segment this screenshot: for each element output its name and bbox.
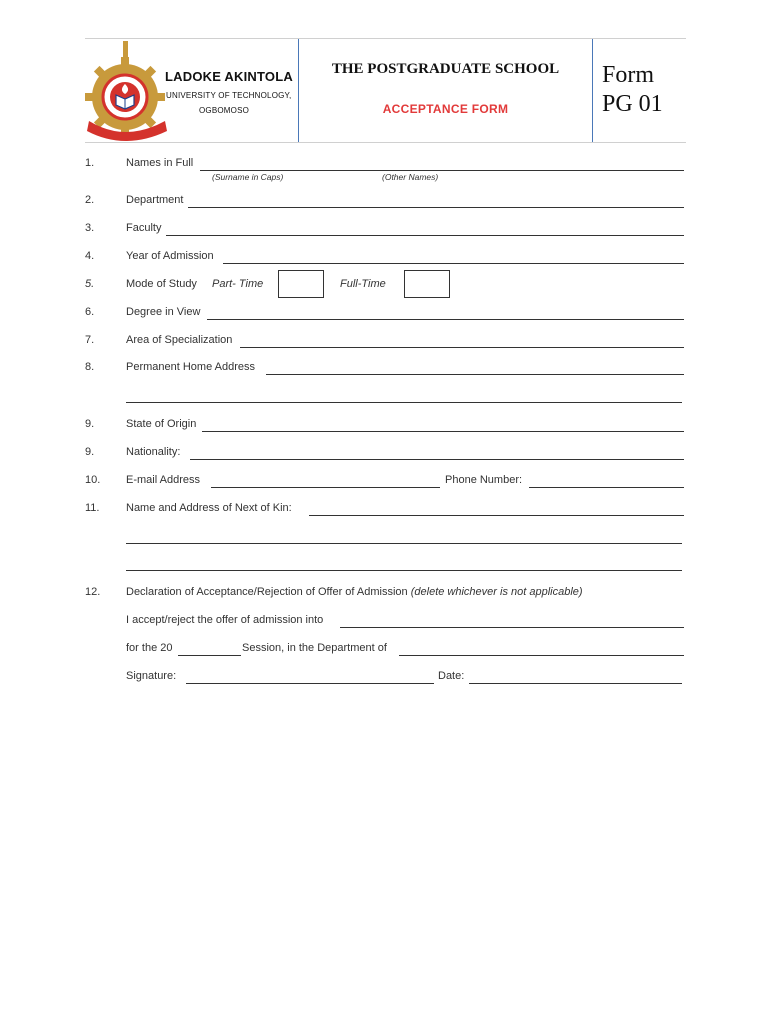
programme-input-line[interactable] [340, 627, 684, 628]
field-number: 7. [85, 334, 95, 346]
declaration-line-session [0, 642, 770, 658]
field-label: State of Origin [126, 418, 197, 430]
session-department-text: Session, in the Department of [242, 642, 387, 654]
date-label: Date: [438, 670, 465, 682]
field-declaration [0, 586, 770, 602]
nationality-input-line[interactable] [190, 459, 684, 460]
field-label: Permanent Home Address [126, 361, 256, 373]
email-input-line[interactable] [211, 487, 440, 488]
declaration-line-signature [0, 670, 770, 686]
form-header [85, 38, 686, 143]
university-crest-icon [85, 39, 175, 142]
school-title: THE POSTGRADUATE SCHOOL [331, 61, 560, 77]
full-time-checkbox[interactable] [404, 270, 450, 298]
field-number: 1. [85, 157, 95, 169]
field-faculty [0, 222, 770, 238]
field-email-and-phone [0, 474, 770, 490]
year-input-line[interactable] [223, 263, 684, 264]
next-of-kin-input-line[interactable] [309, 515, 684, 516]
field-number: 2. [85, 194, 95, 206]
form-code-line1: Form [602, 62, 655, 88]
field-number: 6. [85, 306, 95, 318]
field-label: Area of Specialization [126, 334, 233, 346]
declaration-title: Declaration of Acceptance/Rejection of Offer of Admission [126, 586, 408, 598]
signature-input-line[interactable] [186, 683, 434, 684]
field-permanent-home-address [0, 361, 770, 377]
field-next-of-kin [0, 502, 770, 518]
department-input-line[interactable] [188, 207, 684, 208]
address-input-line[interactable] [266, 374, 684, 375]
university-logo-block [85, 39, 298, 142]
accept-reject-text: I accept/reject the offer of admission into [126, 614, 324, 626]
field-mode-of-study [0, 278, 770, 294]
field-names-in-full [0, 157, 770, 173]
field-label: Names in Full [126, 157, 194, 169]
header-divider [298, 39, 299, 142]
signature-label: Signature: [126, 670, 177, 682]
field-state-of-origin [0, 418, 770, 434]
field-department [0, 194, 770, 210]
phone-label: Phone Number: [445, 474, 523, 486]
part-time-label: Part- Time [212, 278, 264, 290]
declaration-heading [126, 586, 583, 598]
field-number: 5. [85, 278, 95, 290]
specialization-input-line[interactable] [240, 347, 684, 348]
department-of-input-line[interactable] [399, 655, 684, 656]
state-input-line[interactable] [202, 431, 684, 432]
next-of-kin-input-line-2[interactable] [126, 543, 682, 544]
field-label: E-mail Address [126, 474, 200, 486]
university-name: LADOKE AKINTOLA [165, 69, 293, 84]
field-label: Department [126, 194, 184, 206]
session-prefix-text: for the 20 [126, 642, 173, 654]
field-label: Mode of Study [126, 278, 197, 290]
field-label: Name and Address of Next of Kin: [126, 502, 292, 514]
full-time-label: Full-Time [340, 278, 386, 290]
address-input-line-2[interactable] [126, 402, 682, 403]
field-label: Year of Admission [126, 250, 214, 262]
field-area-of-specialization [0, 334, 770, 350]
field-label: Nationality: [126, 446, 181, 458]
field-number: 3. [85, 222, 95, 234]
header-divider [592, 39, 593, 142]
field-number: 12. [85, 586, 101, 598]
faculty-input-line[interactable] [166, 235, 684, 236]
other-names-hint: (Other Names) [382, 172, 439, 182]
field-number: 11. [85, 502, 100, 514]
degree-input-line[interactable] [207, 319, 684, 320]
form-title: ACCEPTANCE FORM [382, 102, 509, 116]
field-degree-in-view [0, 306, 770, 322]
field-label: Faculty [126, 222, 162, 234]
form-code [602, 61, 663, 119]
date-input-line[interactable] [469, 683, 682, 684]
field-number: 8. [85, 361, 95, 373]
declaration-note: (delete whichever is not applicable) [410, 586, 583, 598]
surname-hint: (Surname in Caps) [212, 172, 284, 182]
names-input-line[interactable] [200, 170, 684, 171]
declaration-line-programme [0, 614, 770, 630]
field-label: Degree in View [126, 306, 201, 318]
field-number: 9. [85, 446, 95, 458]
university-subtitle: UNIVERSITY OF TECHNOLOGY, [166, 91, 292, 100]
field-number: 9. [85, 418, 95, 430]
phone-input-line[interactable] [529, 487, 684, 488]
field-number: 4. [85, 250, 95, 262]
field-nationality [0, 446, 770, 462]
session-year-input-line[interactable] [178, 655, 241, 656]
field-number: 10. [85, 474, 101, 486]
next-of-kin-input-line-3[interactable] [126, 570, 682, 571]
field-year-of-admission [0, 250, 770, 266]
form-code-line2: PG 01 [602, 91, 663, 117]
university-city: OGBOMOSO [199, 106, 250, 115]
part-time-checkbox[interactable] [278, 270, 324, 298]
